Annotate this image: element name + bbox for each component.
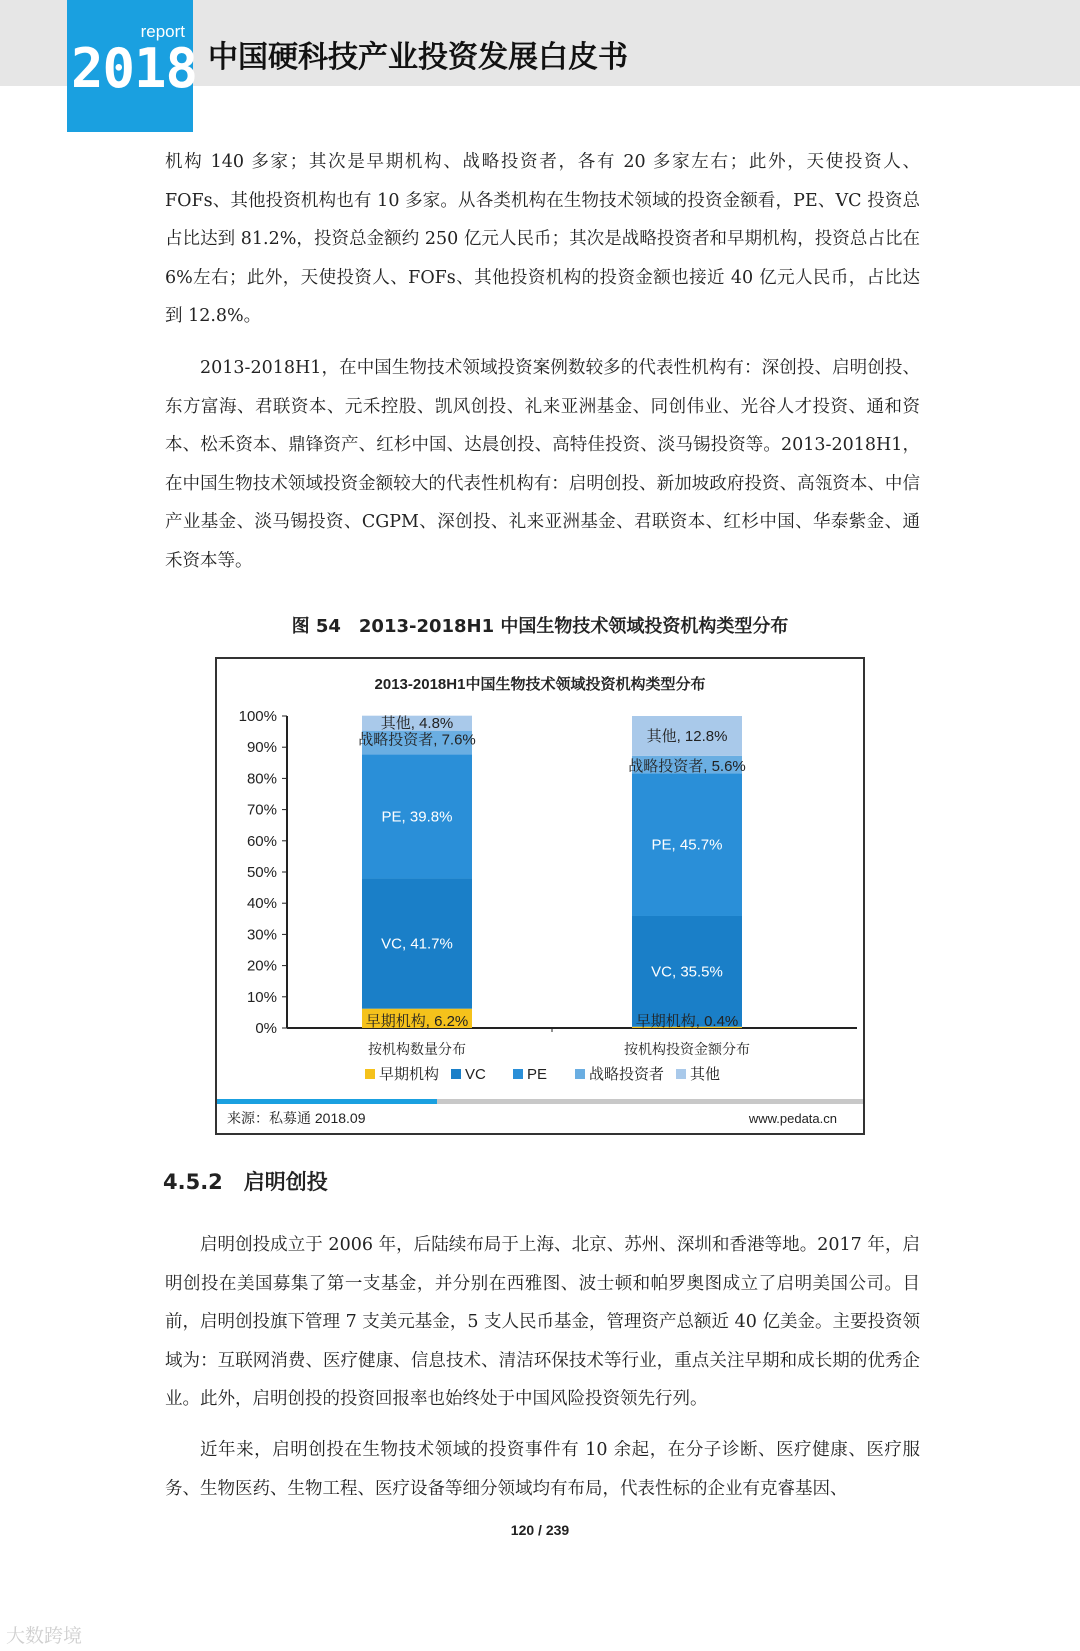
document-title: 中国硬科技产业投资发展白皮书	[208, 40, 628, 75]
accent-bar-gray	[437, 1099, 863, 1104]
y-tick-label: 30%	[246, 926, 277, 944]
y-tick-label: 60%	[246, 832, 277, 850]
stacked-bar-chart	[217, 659, 863, 1133]
paragraph-1: 机构 140 多家；其次是早期机构、战略投资者，各有 20 多家左右；此外，天使投资人、FOFs、其他投资机构也有 10 多家。从各类机构在生物技术领域的投资金额看，PE、VC 投资总占比达到 81.2%，投资总金额约 250 亿元人民币；其次是战略投资者和早期机构，投资总占比在 6%左右；此外，天使投资人、FOFs、其他投资机构的投资金额也接近 40 亿元人民币，占比达到 12.8%。	[165, 152, 920, 326]
data-label: 其他, 12.8%	[646, 727, 728, 745]
y-tick-label: 10%	[246, 988, 277, 1006]
legend-label: 战略投资者	[589, 1066, 665, 1083]
report-logo	[67, 0, 198, 132]
bars-group	[358, 714, 750, 1057]
legend-swatch	[451, 1069, 461, 1079]
data-label: 早期机构, 0.4%	[635, 1013, 739, 1030]
data-label: 战略投资者, 7.6%	[358, 731, 476, 749]
y-tick-label: 20%	[246, 957, 277, 975]
legend-swatch	[676, 1069, 686, 1079]
logo-report-text: report	[140, 22, 185, 41]
data-label: 战略投资者, 5.6%	[628, 757, 746, 775]
chart-title: 2013-2018H1中国生物技术领域投资机构类型分布	[374, 676, 706, 693]
chart-source: 来源：私募通 2018.09	[227, 1110, 366, 1126]
data-label: 其他, 4.8%	[380, 715, 454, 733]
legend-swatch	[365, 1069, 375, 1079]
paragraph-2: 2013-2018H1，在中国生物技术领域投资案例数较多的代表性机构有：深创投、启明创投、东方富海、君联资本、元禾控股、凯风创投、礼来亚洲基金、同创伟业、光谷人才投资、通和资本、松禾资本、鼎锋资产、红杉中国、达晨创投、高特佳投资、淡马锡投资等。2013-2018H1，在中国生物技术领域投资金额较大的代表性机构有：启明创投、新加坡政府投资、高瓴资本、中信产业基金、淡马锡投资、CGPM、深创投、礼来亚洲基金、君联资本、红杉中国、华泰紫金、通禾资本等。	[165, 358, 920, 571]
y-tick-label: 50%	[246, 864, 277, 881]
watermark-text: 大数跨境	[6, 1625, 83, 1647]
legend-swatch	[513, 1069, 523, 1079]
y-tick-label: 70%	[246, 801, 277, 819]
y-tick-label: 0%	[255, 1020, 277, 1037]
legend-label: PE	[527, 1066, 548, 1083]
legend-label: 其他	[690, 1066, 721, 1083]
accent-bar-blue	[217, 1099, 437, 1104]
data-label: PE, 39.8%	[381, 808, 453, 826]
data-label: VC, 35.5%	[651, 963, 723, 981]
chart-frame	[215, 657, 865, 1135]
section-heading: 4.5.2 启明创投	[163, 1170, 328, 1194]
y-tick-label: 40%	[246, 895, 277, 913]
data-label: VC, 41.7%	[381, 935, 453, 953]
x-category-label: 按机构投资金额分布	[624, 1041, 750, 1057]
legend-label: VC	[465, 1066, 486, 1083]
paragraph-3: 启明创投成立于 2006 年，后陆续布局于上海、北京、苏州、深圳和香港等地。2017 年，启明创投在美国募集了第一支基金，并分别在西雅图、波士顿和帕罗奥图成立了启明美国公司。目前，启明创投旗下管理 7 支美元基金，5 支人民币基金，管理资产总额近 40 亿美金。主要投资领域为：互联网消费、医疗健康、信息技术、清洁环保技术等行业，重点关注早期和成长期的优秀企业。此外，启明创投的投资回报率也始终处于中国风险投资领先行列。	[165, 1235, 920, 1409]
y-tick-label: 100%	[238, 708, 277, 725]
legend-swatch	[575, 1069, 585, 1079]
paragraph-4: 近年来，启明创投在生物技术领域的投资事件有 10 余起，在分子诊断、医疗健康、医疗服务、生物医药、生物工程、医疗设备等细分领域均有布局，代表性标的企业有克睿基因、	[165, 1440, 920, 1499]
legend-label: 早期机构	[379, 1066, 440, 1083]
figure-caption: 图 54 2013-2018H1 中国生物技术领域投资机构类型分布	[291, 616, 789, 637]
data-label: 早期机构, 6.2%	[365, 1013, 469, 1030]
x-category-label: 按机构数量分布	[368, 1041, 466, 1057]
logo-year-text: 2018	[71, 37, 198, 100]
chart-website: www.pedata.cn	[748, 1111, 837, 1126]
y-axis-ticks	[239, 708, 287, 1037]
data-label: PE, 45.7%	[651, 836, 723, 854]
chart-legend	[365, 1065, 720, 1083]
y-tick-label: 80%	[246, 770, 277, 788]
y-tick-label: 90%	[246, 739, 277, 757]
page-number: 120 / 239	[510, 1522, 570, 1538]
